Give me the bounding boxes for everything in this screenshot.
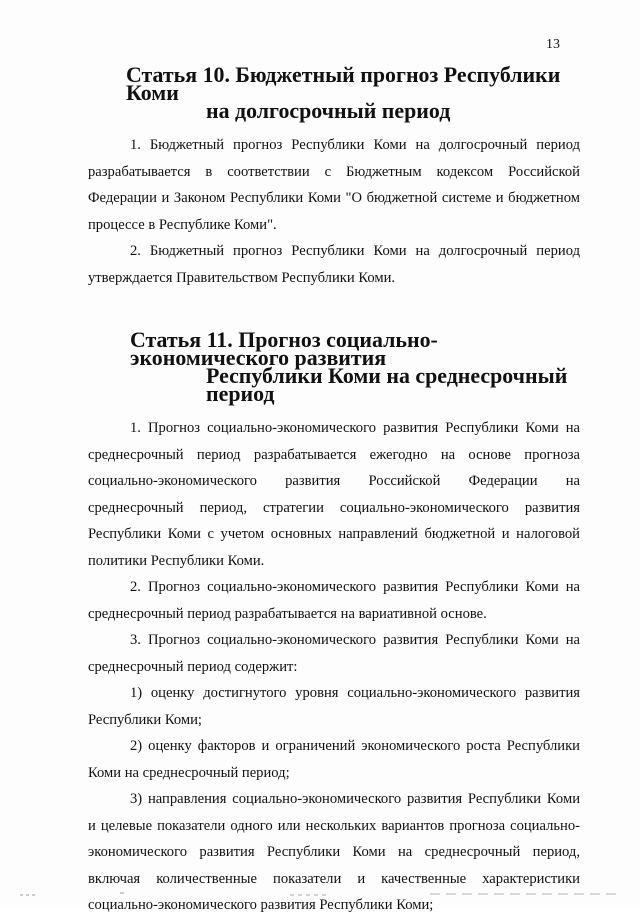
article-10-paragraph-1: 1. Бюджетный прогноз Республики Коми на долгосрочный период разрабатывается в соответствии с Бюджетным кодексом Российской Федерации и Законом Республики Коми "О бюджетной системе и бюджетном процессе в Республике Коми". <box>88 137 580 233</box>
article-11-item-1: 1) оценку достигнутого уровня социально-экономического развития Республики Коми; <box>88 685 580 728</box>
article-11-paragraph-1: 1. Прогноз социально-экономического развития Республики Коми на среднесрочный период разрабатывается ежегодно на основе прогноза социально-экономического развития Российской Федерации на среднесрочный период, стратегии социально-экономического развития Республики Коми с учетом основных направлений бюджетной и налоговой политики Республики Коми. <box>88 420 580 569</box>
article-10-heading <box>88 62 580 123</box>
section-spacer <box>88 291 580 331</box>
scan-edge-marks <box>0 891 640 899</box>
article-11 <box>88 327 580 919</box>
article-11-heading-line2: Республики Коми на среднесрочный период <box>206 363 568 406</box>
article-11-heading-line1: Статья 11. Прогноз социально-экономического развития <box>130 327 438 370</box>
article-11-heading <box>88 327 580 406</box>
article-10-paragraph-2: 2. Бюджетный прогноз Республики Коми на долгосрочный период утверждается Правительством Республики Коми. <box>88 243 580 286</box>
article-10-heading-line2: на долгосрочный период <box>206 98 451 123</box>
article-11-item-2: 2) оценку факторов и ограничений экономического роста Республики Коми на среднесрочный период; <box>88 738 580 781</box>
page-number: 13 <box>546 37 560 52</box>
article-10 <box>88 62 580 291</box>
article-10-heading-line1: Статья 10. Бюджетный прогноз Республики Коми <box>126 62 561 105</box>
document-body <box>88 62 580 919</box>
article-11-paragraph-2: 2. Прогноз социально-экономического развития Республики Коми на среднесрочный период разрабатывается на вариативной основе. <box>88 579 580 622</box>
article-11-paragraph-3: 3. Прогноз социально-экономического развития Республики Коми на среднесрочный период содержит: <box>88 632 580 675</box>
article-11-item-3: 3) направления социально-экономического развития Республики Коми и целевые показатели одного или нескольких вариантов прогноза социально-экономического развития Республики Коми на среднесрочный период, включая количественные показатели и качественные характеристики социально-экономического развития Республики Коми; <box>88 791 580 913</box>
